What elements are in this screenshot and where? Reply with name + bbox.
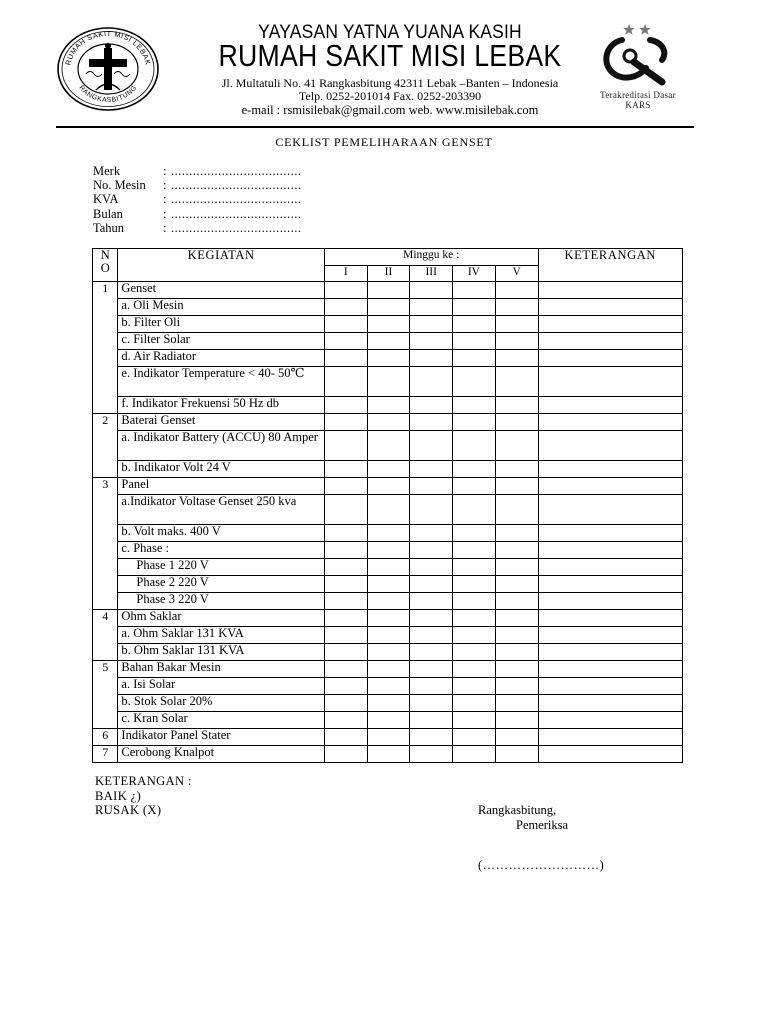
week-3-check-cell[interactable] [410,495,453,525]
info-field-bulan [93,207,302,221]
week-2-check-cell[interactable] [367,593,410,610]
week-5-check-cell[interactable] [495,282,538,299]
week-5-check-cell[interactable] [495,542,538,559]
letterhead [0,0,768,130]
week-5-check-cell[interactable] [495,350,538,367]
week-2-check-cell[interactable] [367,367,410,397]
week-5-check-cell[interactable] [495,729,538,746]
signature-line: (………………………) [478,858,605,872]
activity-cell: b. Ohm Saklar 131 KVA [118,644,324,661]
keterangan-cell[interactable] [538,414,682,431]
keterangan-cell[interactable] [538,431,682,461]
keterangan-cell[interactable] [538,729,682,746]
week-3-check-cell[interactable] [410,729,453,746]
week-3-check-cell[interactable] [410,461,453,478]
hospital-seal-icon [56,26,160,112]
activity-cell: Ohm Saklar [118,610,324,627]
week-2-check-cell[interactable] [367,644,410,661]
week-1-check-cell[interactable] [324,712,367,729]
week-2-check-cell[interactable] [367,559,410,576]
week-1-check-cell[interactable] [324,316,367,333]
phone-fax: Telp. 0252-201014 Fax. 0252-203390 [298,89,482,103]
week-1-check-cell[interactable] [324,282,367,299]
field-label: KVA [93,192,119,207]
week-2-check-cell[interactable] [367,525,410,542]
week-1-check-cell[interactable] [324,397,367,414]
keterangan-cell[interactable] [538,678,682,695]
table-row [93,610,683,627]
activity-cell: f. Indikator Frekuensi 50 Hz db [118,397,324,414]
week-1-check-cell[interactable] [324,678,367,695]
keterangan-cell[interactable] [538,299,682,316]
table-row [93,644,683,661]
week-3-check-cell[interactable] [410,661,453,678]
week-2-check-cell[interactable] [367,282,410,299]
week-4-check-cell[interactable] [453,525,496,542]
week-4-check-cell[interactable] [453,593,496,610]
table-row [93,542,683,559]
header-kegiatan: KEGIATAN [118,249,324,282]
field-colon: : [163,192,167,207]
week-5-check-cell[interactable] [495,299,538,316]
email-web: e-mail : rsmisilebak@gmail.com web. www.misilebak.com [241,103,539,117]
week-3-check-cell[interactable] [410,695,453,712]
week-4-check-cell[interactable] [453,367,496,397]
field-colon: : [163,178,167,193]
week-3-check-cell[interactable] [410,299,453,316]
week-2-check-cell[interactable] [367,414,410,431]
table-row [93,316,683,333]
week-1-check-cell[interactable] [324,333,367,350]
week-3-check-cell[interactable] [410,478,453,495]
activity-cell: Phase 2 220 V [118,576,324,593]
activity-cell: a. Ohm Saklar 131 KVA [118,627,324,644]
activity-cell: Baterai Genset [118,414,324,431]
week-4-check-cell[interactable] [453,678,496,695]
activity-cell: a. Indikator Battery (ACCU) 80 Amper [118,431,324,461]
week-1-check-cell[interactable] [324,644,367,661]
keterangan-cell[interactable] [538,695,682,712]
header-week-2: II [367,266,410,282]
table-row [93,282,683,299]
activity-cell: b. Indikator Volt 24 V [118,461,324,478]
table-row [93,367,683,397]
activity-cell: Phase 1 220 V [118,559,324,576]
keterangan-cell[interactable] [538,746,682,763]
week-2-check-cell[interactable] [367,746,410,763]
week-3-check-cell[interactable] [410,576,453,593]
activity-cell: Cerobong Knalpot [118,746,324,763]
activity-cell: d. Air Radiator [118,350,324,367]
activity-cell: a.Indikator Voltase Genset 250 kva [118,495,324,525]
week-4-check-cell[interactable] [453,610,496,627]
week-1-check-cell[interactable] [324,576,367,593]
week-5-check-cell[interactable] [495,525,538,542]
week-5-check-cell[interactable] [495,644,538,661]
header-keterangan: KETERANGAN [538,249,682,282]
table-row [93,299,683,316]
week-1-check-cell[interactable] [324,661,367,678]
table-row [93,661,683,678]
week-4-check-cell[interactable] [453,559,496,576]
week-3-check-cell[interactable] [410,350,453,367]
week-2-check-cell[interactable] [367,495,410,525]
keterangan-cell[interactable] [538,525,682,542]
keterangan-cell[interactable] [538,478,682,495]
document-title: CEKLIST PEMELIHARAAN GENSET [275,135,493,149]
week-5-check-cell[interactable] [495,593,538,610]
field-colon: : [163,206,167,221]
header-week-5: V [495,266,538,282]
week-5-check-cell[interactable] [495,712,538,729]
table-row [93,729,683,746]
signature-place: Rangkasbitung, [478,803,557,817]
row-number: 7 [93,746,118,763]
keterangan-cell[interactable] [538,282,682,299]
hospital-name: RUMAH SAKIT MISI LEBAK [218,38,562,73]
week-1-check-cell[interactable] [324,350,367,367]
row-number: 4 [93,610,118,661]
field-label: Tahun [93,220,125,235]
row-number: 6 [93,729,118,746]
table-row [93,414,683,431]
week-5-check-cell[interactable] [495,333,538,350]
week-3-check-cell[interactable] [410,678,453,695]
week-1-check-cell[interactable] [324,367,367,397]
week-3-check-cell[interactable] [410,282,453,299]
table-row [93,495,683,525]
row-number: 1 [93,282,118,414]
week-5-check-cell[interactable] [495,576,538,593]
field-colon: : [163,164,167,178]
week-4-check-cell[interactable] [453,397,496,414]
week-3-check-cell[interactable] [410,610,453,627]
week-3-check-cell[interactable] [410,333,453,350]
keterangan-cell[interactable] [538,712,682,729]
accreditation-label [582,90,694,110]
week-3-check-cell[interactable] [410,414,453,431]
week-2-check-cell[interactable] [367,729,410,746]
table-row [93,525,683,542]
activity-cell: a. Isi Solar [118,678,324,695]
week-1-check-cell[interactable] [324,299,367,316]
header-divider [56,126,694,128]
week-4-check-cell[interactable] [453,299,496,316]
field-colon: : [163,220,167,235]
week-4-check-cell[interactable] [453,627,496,644]
week-4-check-cell[interactable] [453,461,496,478]
week-2-check-cell[interactable] [367,350,410,367]
week-4-check-cell[interactable] [453,350,496,367]
keterangan-cell[interactable] [538,576,682,593]
activity-cell: Bahan Bakar Mesin [118,661,324,678]
week-5-check-cell[interactable] [495,627,538,644]
week-4-check-cell[interactable] [453,644,496,661]
activity-cell: e. Indikator Temperature < 40- 50℃ [118,367,324,397]
week-1-check-cell[interactable] [324,542,367,559]
week-4-check-cell[interactable] [453,282,496,299]
field-blank[interactable]: .................................... [171,220,302,235]
week-4-check-cell[interactable] [453,746,496,763]
week-4-check-cell[interactable] [453,576,496,593]
week-4-check-cell[interactable] [453,542,496,559]
week-5-check-cell[interactable] [495,746,538,763]
week-5-check-cell[interactable] [495,610,538,627]
week-1-check-cell[interactable] [324,461,367,478]
week-2-check-cell[interactable] [367,695,410,712]
week-4-check-cell[interactable] [453,431,496,461]
table-row [93,333,683,350]
week-2-check-cell[interactable] [367,333,410,350]
week-5-check-cell[interactable] [495,367,538,397]
week-2-check-cell[interactable] [367,610,410,627]
week-4-check-cell[interactable] [453,414,496,431]
table-row [93,461,683,478]
field-label: Bulan [93,206,123,221]
week-3-check-cell[interactable] [410,644,453,661]
week-1-check-cell[interactable] [324,495,367,525]
activity-cell: b. Stok Solar 20% [118,695,324,712]
field-blank[interactable]: .................................... [171,206,302,221]
info-fields [93,164,302,235]
table-row [93,431,683,461]
row-number: 3 [93,478,118,610]
legend-bad: RUSAK (X) [95,803,162,817]
activity-cell: c. Filter Solar [118,333,324,350]
week-5-check-cell[interactable] [495,478,538,495]
keterangan-cell[interactable] [538,461,682,478]
week-1-check-cell[interactable] [324,559,367,576]
address: Jl. Multatuli No. 41 Rangkasbitung 42311 Lebak –Banten – Indonesia [221,76,559,90]
activity-cell: a. Oli Mesin [118,299,324,316]
week-4-check-cell[interactable] [453,729,496,746]
header-no: N O [93,249,118,282]
week-2-check-cell[interactable] [367,431,410,461]
week-1-check-cell[interactable] [324,431,367,461]
kars-accreditation-icon [596,22,676,88]
table-row [93,478,683,495]
table-row [93,678,683,695]
keterangan-cell[interactable] [538,495,682,525]
week-2-check-cell[interactable] [367,397,410,414]
week-1-check-cell[interactable] [324,729,367,746]
foundation-name: YAYASAN YATNA YUANA KASIH [258,22,522,43]
activity-cell: Indikator Panel Stater [118,729,324,746]
keterangan-cell[interactable] [538,644,682,661]
field-blank[interactable]: .................................... [171,192,302,207]
row-number: 5 [93,661,118,729]
legend [95,774,192,818]
week-2-check-cell[interactable] [367,542,410,559]
week-3-check-cell[interactable] [410,627,453,644]
table-row [93,559,683,576]
week-1-check-cell[interactable] [324,525,367,542]
week-3-check-cell[interactable] [410,593,453,610]
maintenance-checklist-table [92,248,683,763]
week-1-check-cell[interactable] [324,610,367,627]
keterangan-cell[interactable] [538,593,682,610]
table-row [93,350,683,367]
week-4-check-cell[interactable] [453,495,496,525]
week-2-check-cell[interactable] [367,678,410,695]
week-5-check-cell[interactable] [495,431,538,461]
activity-cell: Phase 3 220 V [118,593,324,610]
keterangan-cell[interactable] [538,610,682,627]
week-1-check-cell[interactable] [324,593,367,610]
signature-role: Pemeriksa [516,818,569,832]
week-4-check-cell[interactable] [453,333,496,350]
header-week-4: IV [453,266,496,282]
info-field-tahun [93,221,302,235]
week-5-check-cell[interactable] [495,316,538,333]
field-blank[interactable]: .................................... [171,164,302,178]
keterangan-cell[interactable] [538,661,682,678]
week-4-check-cell[interactable] [453,316,496,333]
activity-cell: b. Volt maks. 400 V [118,525,324,542]
week-1-check-cell[interactable] [324,627,367,644]
accreditation-line1: Terakreditasi Dasar [600,90,676,100]
accreditation-line2: KARS [625,100,651,110]
week-2-check-cell[interactable] [367,316,410,333]
week-3-check-cell[interactable] [410,367,453,397]
table-row [93,593,683,610]
row-number: 2 [93,414,118,478]
week-3-check-cell[interactable] [410,316,453,333]
week-4-check-cell[interactable] [453,695,496,712]
week-2-check-cell[interactable] [367,627,410,644]
activity-cell: Panel [118,478,324,495]
week-3-check-cell[interactable] [410,431,453,461]
info-field-kva [93,192,302,206]
table-row [93,576,683,593]
info-field-merk [93,164,302,178]
activity-cell: c. Phase : [118,542,324,559]
activity-cell: c. Kran Solar [118,712,324,729]
week-2-check-cell[interactable] [367,478,410,495]
week-1-check-cell[interactable] [324,695,367,712]
legend-good: BAIK ¿) [95,788,142,803]
keterangan-cell[interactable] [538,333,682,350]
keterangan-cell[interactable] [538,559,682,576]
field-blank[interactable]: .................................... [171,178,302,193]
week-3-check-cell[interactable] [410,397,453,414]
header-week-3: III [410,266,453,282]
table-row [93,627,683,644]
week-1-check-cell[interactable] [324,478,367,495]
week-5-check-cell[interactable] [495,559,538,576]
week-1-check-cell[interactable] [324,414,367,431]
keterangan-cell[interactable] [538,542,682,559]
activity-cell: Genset [118,282,324,299]
week-5-check-cell[interactable] [495,678,538,695]
week-2-check-cell[interactable] [367,712,410,729]
seal-bottom-text: RANGKASBITUNG [77,84,139,104]
table-row [93,695,683,712]
week-5-check-cell[interactable] [495,661,538,678]
header-minggu: Minggu ke : [324,249,538,266]
week-3-check-cell[interactable] [410,559,453,576]
week-3-check-cell[interactable] [410,712,453,729]
week-1-check-cell[interactable] [324,746,367,763]
header-week-1: I [324,266,367,282]
week-2-check-cell[interactable] [367,661,410,678]
week-5-check-cell[interactable] [495,414,538,431]
week-5-check-cell[interactable] [495,695,538,712]
table-row [93,712,683,729]
week-2-check-cell[interactable] [367,299,410,316]
legend-title: KETERANGAN : [95,774,192,788]
info-field-no-mesin [93,178,302,192]
week-5-check-cell[interactable] [495,461,538,478]
week-2-check-cell[interactable] [367,461,410,478]
week-4-check-cell[interactable] [453,478,496,495]
week-4-check-cell[interactable] [453,661,496,678]
week-2-check-cell[interactable] [367,576,410,593]
week-5-check-cell[interactable] [495,495,538,525]
keterangan-cell[interactable] [538,627,682,644]
table-row [93,746,683,763]
keterangan-cell[interactable] [538,350,682,367]
table-row [93,397,683,414]
keterangan-cell[interactable] [538,316,682,333]
field-label: No. Mesin [93,178,146,193]
week-3-check-cell[interactable] [410,542,453,559]
seal-top-text: RUMAH SAKIT MISI LEBAK [63,28,153,67]
week-5-check-cell[interactable] [495,397,538,414]
keterangan-cell[interactable] [538,367,682,397]
week-3-check-cell[interactable] [410,746,453,763]
field-label: Merk [93,164,121,178]
activity-cell: b. Filter Oli [118,316,324,333]
week-3-check-cell[interactable] [410,525,453,542]
week-4-check-cell[interactable] [453,712,496,729]
keterangan-cell[interactable] [538,397,682,414]
